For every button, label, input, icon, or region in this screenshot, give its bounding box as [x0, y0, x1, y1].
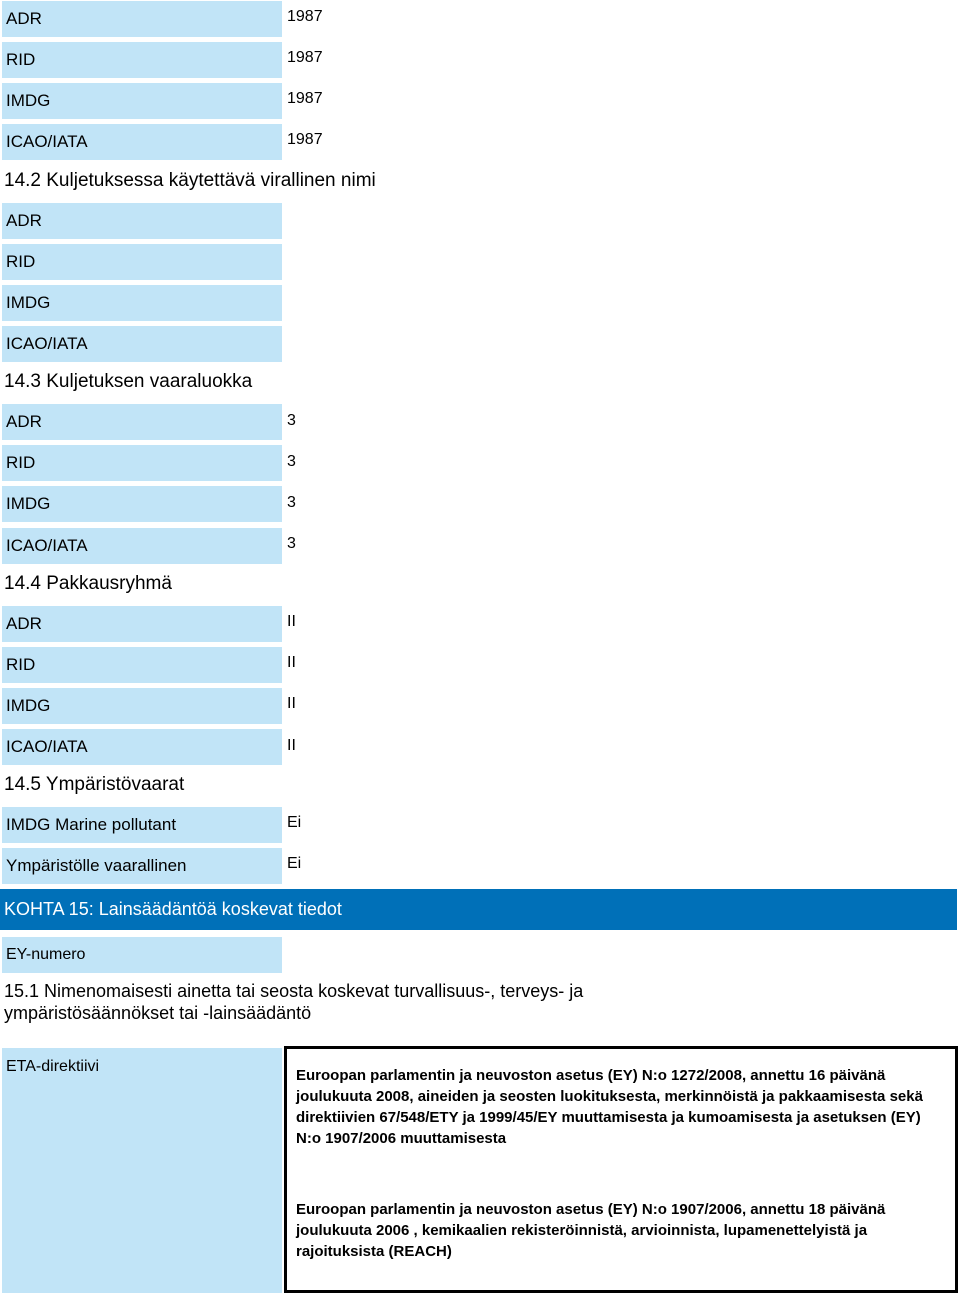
- section-heading-packing-group: 14.4 Pakkausryhmä: [4, 573, 172, 594]
- shipping-name-label-icao: ICAO/IATA: [2, 326, 282, 362]
- hazard-class-value-imdg: 3: [287, 494, 296, 511]
- shipping-name-label-rid: RID: [2, 244, 282, 280]
- packing-group-label-rid: RID: [2, 647, 282, 683]
- section-heading-15-1: 15.1 Nimenomaisesti ainetta tai seosta koskevat turvallisuus-, terveys- ja ympäristösäännökset tai -lainsäädäntö: [4, 981, 584, 1023]
- row-value: 1987: [287, 131, 323, 148]
- hazard-class-label-imdg: IMDG: [2, 486, 282, 522]
- hazard-class-value-icao: 3: [287, 535, 296, 552]
- environmental-value-marine-pollutant: Ei: [287, 814, 302, 831]
- environmental-label-marine-pollutant: IMDG Marine pollutant: [2, 807, 282, 843]
- eta-directive-label: ETA-direktiivi: [2, 1048, 282, 1293]
- shipping-name-label-adr: ADR: [2, 203, 282, 239]
- hazard-class-value-rid: 3: [287, 453, 296, 470]
- row-label: RID: [2, 42, 282, 78]
- packing-group-value-adr: II: [287, 613, 296, 630]
- row-label: ICAO/IATA: [2, 124, 282, 160]
- row-value: 1987: [287, 49, 323, 66]
- packing-group-label-icao: ICAO/IATA: [2, 729, 282, 765]
- packing-group-value-imdg: II: [287, 695, 296, 712]
- hazard-class-value-adr: 3: [287, 412, 296, 429]
- environmental-label-hazardous: Ympäristölle vaarallinen: [2, 848, 282, 884]
- row-label: IMDG: [2, 83, 282, 119]
- section-heading-hazard-class: 14.3 Kuljetuksen vaaraluokka: [4, 371, 253, 392]
- hazard-class-label-rid: RID: [2, 445, 282, 481]
- hazard-class-label-adr: ADR: [2, 404, 282, 440]
- section-heading-shipping-name: 14.2 Kuljetuksessa käytettävä virallinen nimi: [4, 170, 376, 191]
- packing-group-value-rid: II: [287, 654, 296, 671]
- shipping-name-label-imdg: IMDG: [2, 285, 282, 321]
- row-value: 1987: [287, 90, 323, 107]
- environmental-value-hazardous: Ei: [287, 855, 302, 872]
- ec-number-label: EY-numero: [2, 937, 282, 973]
- row-label: ADR: [2, 1, 282, 37]
- regulation-paragraph-reach: Euroopan parlamentin ja neuvoston asetus (EY) N:o 1907/2006, annettu 18 päivänä joulukuuta 2006 , kemikaalien rekisteröinnistä, arvioinnista, lupamenettelyistä ja rajoituksista (REACH): [296, 1201, 886, 1260]
- packing-group-label-adr: ADR: [2, 606, 282, 642]
- packing-group-value-icao: II: [287, 737, 296, 754]
- hazard-class-label-icao: ICAO/IATA: [2, 528, 282, 564]
- row-value: 1987: [287, 8, 323, 25]
- regulation-paragraph-clp: Euroopan parlamentin ja neuvoston asetus (EY) N:o 1272/2008, annettu 16 päivänä joulukuuta 2008, aineiden ja seosten luokituksesta, merkinnöistä ja pakkaamisesta sekä direktiivien 67/548/ETY ja 1999/45/EY muuttamisesta ja kumoamisesta ja asetuksen (EY) N:o 1907/2006 muuttamisesta: [296, 1067, 923, 1147]
- section-15-banner: KOHTA 15: Lainsäädäntöä koskevat tiedot: [0, 889, 957, 930]
- section-heading-environmental: 14.5 Ympäristövaarat: [4, 774, 185, 795]
- regulation-box: [284, 1046, 958, 1293]
- packing-group-label-imdg: IMDG: [2, 688, 282, 724]
